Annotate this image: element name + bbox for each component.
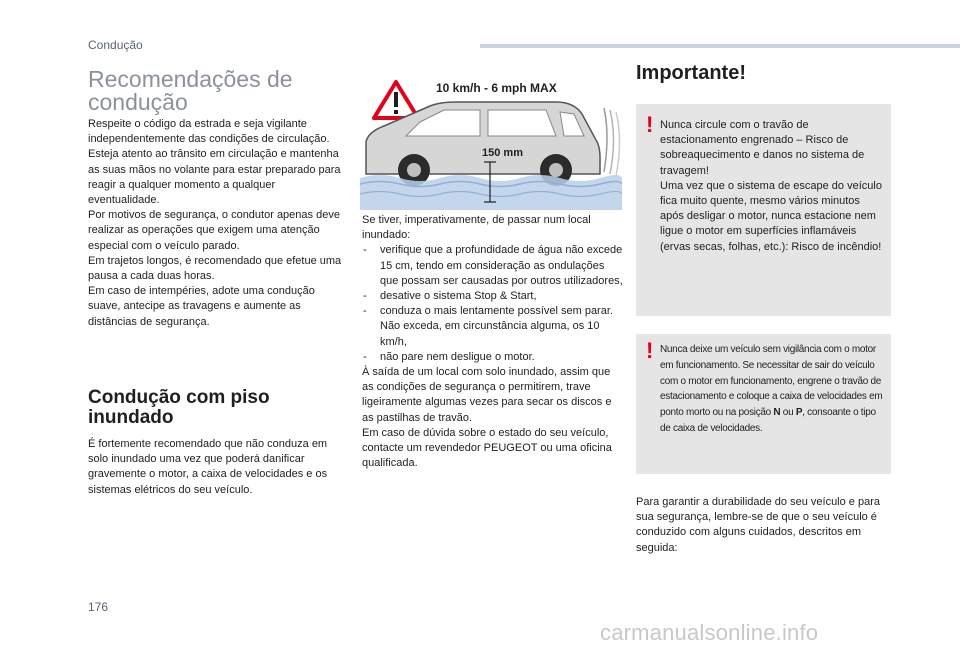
section-label: Condução: [88, 38, 143, 52]
header-accent-bar: [480, 44, 960, 48]
flood-instructions: [362, 213, 624, 471]
flood-after-1: À saída de um local com solo inundado, assim que as condições de segurança o permitirem, trave ligeiramente algumas vezes para secar os discos e as pastilhas de travão.: [362, 366, 612, 424]
intro-paragraph-5: Em caso de intempéries, adote uma condução suave, antecipe as travagens e aumente as distâncias de segurança.: [88, 285, 315, 328]
flood-list: [362, 243, 624, 365]
flood-illustration-svg: [360, 66, 622, 210]
exclamation-icon: !: [646, 338, 654, 363]
flood-heading: Condução com piso inundado: [88, 387, 270, 428]
intro-paragraph-2: Esteja atento ao trânsito em circulação e mantenha as suas mãos no volante para estar preparado para reagir a qualquer momento a qualquer eventualidade.: [88, 148, 341, 207]
list-item: - não pare nem desligue o motor.: [362, 350, 624, 365]
warning-2-text-before: Nunca deixe um veículo sem vigilância com o motor em funcionamento. Se necessitar de sair do veículo com o motor em funcionamento, engrene o travão de estacionamento e coloque a caixa de velocidades em ponto morto ou na posição: [660, 344, 883, 419]
warning-1-paragraph-1: Nunca circule com o travão de estacionamento engrenado – Risco de sobreaquecimento e danos no sistema de travagem!: [660, 119, 865, 177]
list-item: - desative o sistema Stop & Start,: [362, 289, 624, 304]
gear-park-label: P: [795, 407, 803, 419]
flood-intro: É fortemente recomendado que não conduza em solo inundado uma vez que poderá danificar gravemente o motor, a caixa de velocidades e os sistemas elétricos do seu veículo.: [88, 438, 328, 496]
warning-triangle-icon: [374, 82, 418, 118]
speed-limit-label: 10 km/h - 6 mph MAX: [436, 81, 557, 95]
page-number: 176: [88, 600, 109, 614]
warning-1-text: [660, 118, 884, 255]
list-item: - conduza o mais lentamente possível sem parar. Não exceda, em circunstância alguma, os 10 km/h,: [362, 304, 624, 350]
exclamation-icon: !: [646, 112, 654, 137]
car-silhouette: [366, 102, 620, 186]
flood-lead: Se tiver, imperativamente, de passar num local inundado:: [362, 214, 591, 242]
warning-1-paragraph-2: Uma vez que o sistema de escape do veículo fica muito quente, mesmo vários minutos após desligar o motor, nunca estacione nem ligue o motor em superfícies inflamáveis (ervas secas, folhas, etc.): Risco de incêndio!: [660, 179, 882, 253]
warning-box-2: [636, 334, 891, 474]
warning-2-text-after: , consoante o tipo de caixa de velocidades.: [660, 407, 876, 434]
warning-2-text-or: ou: [780, 407, 796, 419]
important-heading: Importante!: [636, 62, 746, 84]
intro-paragraph-3: Por motivos de segurança, o condutor apenas deve realizar as operações que exigem uma atenção especial com o veículo parado.: [88, 209, 340, 252]
intro-text: [88, 117, 343, 330]
flood-after-2: Em caso de dúvida sobre o estado do seu veículo, contacte um revendedor PEUGEOT ou uma oficina qualificada.: [362, 426, 612, 470]
gear-neutral-label: N: [773, 407, 781, 419]
warning-box-1: [636, 104, 891, 316]
list-item: - verifique que a profundidade de água não excede 15 cm, tendo em consideração as ondulações que possam ser causadas por outros utilizadores,: [362, 243, 624, 289]
page-title: Recomendações de condução: [88, 66, 293, 115]
flood-illustration: [360, 66, 622, 210]
intro-paragraph-4: Em trajetos longos, é recomendado que efetue uma pausa a cada duas horas.: [88, 254, 342, 283]
closing-text: Para garantir a durabilidade do seu veículo e para sua segurança, lembre-se de que o seu veículo é conduzido com alguns cuidados, descritos em seguida:: [636, 496, 880, 554]
intro-paragraph-1: Respeite o código da estrada e seja vigilante independentemente das condições de circulação.: [88, 118, 330, 146]
watermark: carmanualsonline.info: [600, 620, 819, 645]
warning-2-text: [660, 342, 888, 437]
depth-label: 150 mm: [482, 147, 523, 159]
water-level: [360, 175, 622, 210]
